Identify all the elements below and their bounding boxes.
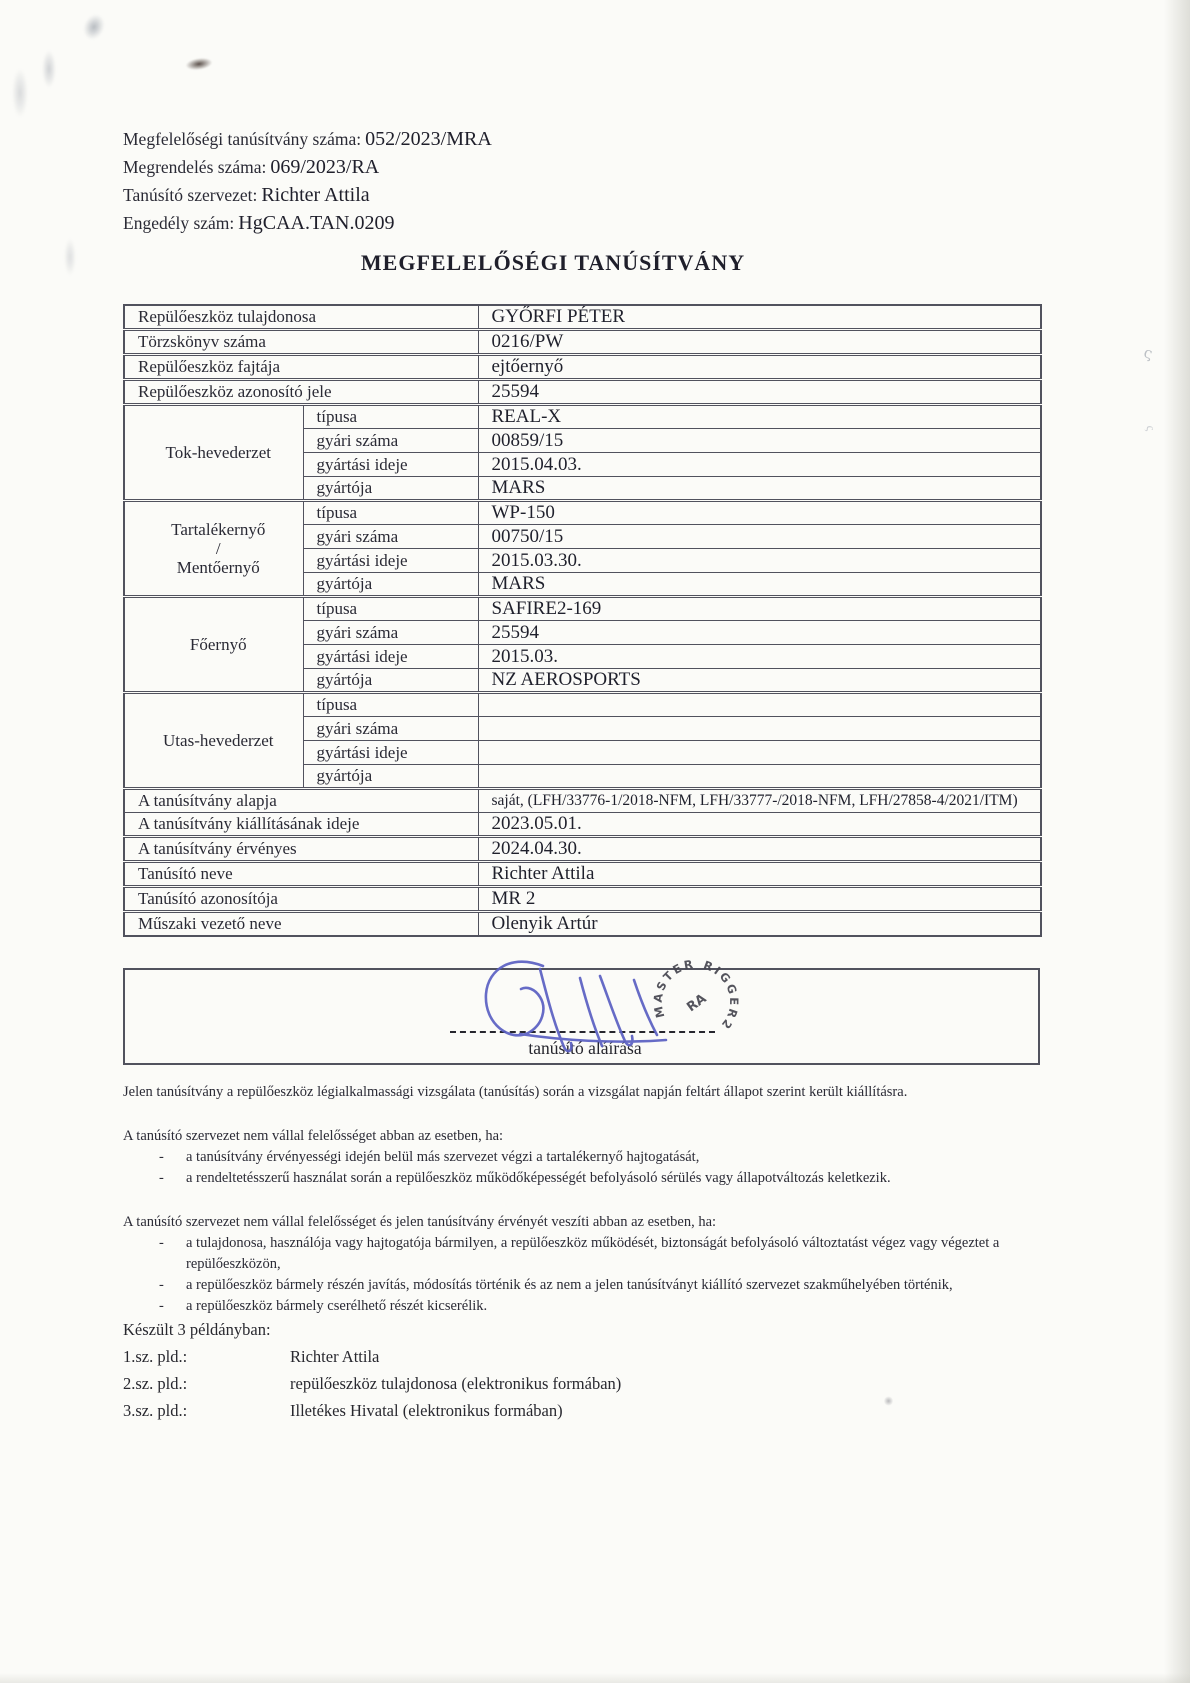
copy-line bbox=[123, 1397, 621, 1424]
list-item bbox=[123, 1233, 1075, 1275]
stamp-center-text: RA bbox=[684, 991, 710, 1016]
certificate-number-line bbox=[123, 126, 492, 154]
certificate-table bbox=[123, 304, 1042, 937]
list-item-text: a tanúsítvány érvényességi idején belül más szervezet végzi a tartalékernyő hajtogatását, bbox=[186, 1149, 700, 1165]
table-row bbox=[124, 837, 1041, 862]
copies-heading: Készült 3 példányban: bbox=[123, 1320, 271, 1339]
list-item-text: a repülőeszköz bármely részén javítás, módosítás történik és az nem a jelen tanúsítványt kiállító szervezet szakműhelyében történik, bbox=[186, 1277, 953, 1293]
permit-number-line bbox=[123, 210, 492, 238]
sub-label: gyártási ideje bbox=[303, 645, 478, 669]
row-label: A tanúsítvány kiállításának ideje bbox=[124, 813, 478, 837]
row-value: Olenyik Artúr bbox=[478, 912, 1041, 937]
table-row bbox=[124, 330, 1041, 355]
disclaimer-1-heading: A tanúsító szervezet nem vállal felelősséget abban az esetben, ha: bbox=[123, 1128, 504, 1144]
table-row bbox=[124, 501, 1041, 525]
table-row bbox=[124, 813, 1041, 837]
group-name: Főernyő bbox=[124, 597, 303, 693]
bullet-dash: - bbox=[159, 1277, 164, 1293]
table-row bbox=[124, 789, 1041, 813]
scan-edge-shadow bbox=[0, 1673, 1190, 1683]
scan-edge-shadow bbox=[1164, 0, 1190, 1683]
list-item-text: a repülőeszköz bármely cserélhető részét kicserélik. bbox=[186, 1298, 488, 1314]
scan-pen-mark: ς bbox=[1143, 424, 1159, 432]
list-item bbox=[123, 1296, 1075, 1317]
copy-value: Richter Attila bbox=[290, 1347, 380, 1366]
row-value: 25594 bbox=[478, 621, 1041, 645]
row-value: MR 2 bbox=[478, 887, 1041, 912]
row-value: ejtőernyő bbox=[478, 355, 1041, 380]
sub-label: gyári száma bbox=[303, 525, 478, 549]
sub-label: gyártója bbox=[303, 669, 478, 693]
row-value: 00750/15 bbox=[478, 525, 1041, 549]
sub-label: gyári száma bbox=[303, 429, 478, 453]
sub-label: gyártója bbox=[303, 765, 478, 789]
row-value: MARS bbox=[478, 477, 1041, 501]
order-number-value: 069/2023/RA bbox=[270, 156, 380, 178]
sub-label: gyártója bbox=[303, 573, 478, 597]
table-row bbox=[124, 912, 1041, 937]
sub-label: típusa bbox=[303, 597, 478, 621]
row-value: REAL-X bbox=[478, 405, 1041, 429]
row-label: Repülőeszköz tulajdonosa bbox=[124, 305, 478, 330]
row-label: Repülőeszköz azonosító jele bbox=[124, 380, 478, 405]
scan-smudge bbox=[12, 68, 28, 118]
certifier-org-line bbox=[123, 182, 492, 210]
list-item bbox=[123, 1147, 1075, 1168]
group-name: Tok-hevederzet bbox=[124, 405, 303, 501]
row-label: A tanúsítvány érvényes bbox=[124, 837, 478, 862]
page-title: MEGFELELŐSÉGI TANÚSÍTVÁNY bbox=[360, 250, 746, 275]
row-value: SAFIRE2-169 bbox=[478, 597, 1041, 621]
scan-pen-mark: ς bbox=[1142, 343, 1155, 363]
scan-smudge bbox=[42, 50, 56, 88]
row-value: 25594 bbox=[478, 380, 1041, 405]
row-label: A tanúsítvány alapja bbox=[124, 789, 478, 813]
list-item bbox=[123, 1168, 1075, 1189]
list-item-text: a rendeltetésszerű használat során a repülőeszköz működőképességét befolyásoló sérülés vagy állapotváltozás keletkezik. bbox=[186, 1170, 891, 1186]
copies-section bbox=[123, 1316, 621, 1424]
row-value: 2015.03. bbox=[478, 645, 1041, 669]
row-value: WP-150 bbox=[478, 501, 1041, 525]
row-label: Műszaki vezető neve bbox=[124, 912, 478, 937]
disclaimer-2-heading: A tanúsító szervezet nem vállal felelősséget és jelen tanúsítvány érvényét veszíti abban az esetben, ha: bbox=[123, 1214, 717, 1230]
copy-label: 3.sz. pld.: bbox=[123, 1401, 188, 1420]
row-value: MARS bbox=[478, 573, 1041, 597]
sub-label: gyártási ideje bbox=[303, 741, 478, 765]
copy-value: Illetékes Hivatal (elektronikus formában) bbox=[290, 1401, 563, 1420]
sub-label: típusa bbox=[303, 405, 478, 429]
row-label: Törzskönyv száma bbox=[124, 330, 478, 355]
order-number-line bbox=[123, 154, 492, 182]
permit-number-label: Engedély szám: bbox=[123, 213, 235, 233]
table-row bbox=[124, 887, 1041, 912]
permit-number-value: HgCAA.TAN.0209 bbox=[238, 212, 395, 234]
table-row bbox=[124, 405, 1041, 429]
sub-label: gyártási ideje bbox=[303, 453, 478, 477]
row-label: Repülőeszköz fajtája bbox=[124, 355, 478, 380]
signature-caption: tanúsító aláírása bbox=[528, 1038, 642, 1058]
certifier-org-value: Richter Attila bbox=[261, 184, 370, 206]
row-value: 2024.04.30. bbox=[478, 837, 1041, 862]
bullet-dash: - bbox=[159, 1298, 164, 1314]
copy-label: 2.sz. pld.: bbox=[123, 1374, 188, 1393]
copy-label: 1.sz. pld.: bbox=[123, 1347, 188, 1366]
row-label: Tanúsító neve bbox=[124, 862, 478, 887]
group-name bbox=[124, 501, 303, 597]
copy-line bbox=[123, 1343, 621, 1370]
row-value bbox=[478, 741, 1041, 765]
row-value bbox=[478, 717, 1041, 741]
bullet-dash: - bbox=[159, 1170, 164, 1186]
notes-section bbox=[123, 1082, 1075, 1317]
row-label: Tanúsító azonosítója bbox=[124, 887, 478, 912]
certificate-number-value: 052/2023/MRA bbox=[365, 128, 492, 150]
sub-label: gyári száma bbox=[303, 717, 478, 741]
order-number-label: Megrendelés száma: bbox=[123, 157, 267, 177]
copy-value: repülőeszköz tulajdonosa (elektronikus formában) bbox=[290, 1374, 622, 1393]
row-value: 00859/15 bbox=[478, 429, 1041, 453]
group-name-line: Tartalékernyő bbox=[171, 520, 266, 539]
table-row bbox=[124, 305, 1041, 330]
row-value: saját, (LFH/33776-1/2018-NFM, LFH/33777-/2018-NFM, LFH/27858-4/2021/ITM) bbox=[478, 789, 1041, 813]
group-name: Utas-hevederzet bbox=[124, 693, 303, 789]
row-value: GYŐRFI PÉTER bbox=[478, 305, 1041, 330]
row-value: 0216/PW bbox=[478, 330, 1041, 355]
bullet-dash: - bbox=[159, 1235, 164, 1251]
table-row bbox=[124, 380, 1041, 405]
row-value: 2015.03.30. bbox=[478, 549, 1041, 573]
group-name-line: Mentőernyő bbox=[176, 558, 260, 577]
sub-label: gyári száma bbox=[303, 621, 478, 645]
list-item-text: a tulajdonosa, használója vagy hajtogatója bármilyen, a repülőeszköz működését, biztonságát befolyásoló változtatást végez vagy végeztet a repülőeszközön, bbox=[186, 1235, 1000, 1272]
certifier-org-label: Tanúsító szervezet: bbox=[123, 185, 258, 205]
row-value bbox=[478, 693, 1041, 717]
bullet-dash: - bbox=[159, 1149, 164, 1165]
copy-line bbox=[123, 1370, 621, 1397]
sub-label: gyártási ideje bbox=[303, 549, 478, 573]
issuance-note: Jelen tanúsítvány a repülőeszköz légialkalmassági vizsgálata (tanúsítás) során a vizsgálat napján feltárt állapot szerint került kiállításra. bbox=[123, 1084, 908, 1100]
scan-dot bbox=[884, 1396, 893, 1406]
row-value: 2015.04.03. bbox=[478, 453, 1041, 477]
table-row bbox=[124, 597, 1041, 621]
document-header bbox=[123, 126, 492, 238]
table-row bbox=[124, 862, 1041, 887]
sub-label: típusa bbox=[303, 693, 478, 717]
table-row bbox=[124, 693, 1041, 717]
stamp-arc-text: MASTER RIGGER2 bbox=[650, 956, 742, 1034]
list-item bbox=[123, 1275, 1075, 1296]
row-value: NZ AEROSPORTS bbox=[478, 669, 1041, 693]
row-value: Richter Attila bbox=[478, 862, 1041, 887]
row-value bbox=[478, 765, 1041, 789]
group-name-line: / bbox=[215, 539, 221, 558]
certificate-number-label: Megfelelőségi tanúsítvány száma: bbox=[123, 129, 362, 149]
row-value: 2023.05.01. bbox=[478, 813, 1041, 837]
table-row bbox=[124, 355, 1041, 380]
scan-smudge bbox=[64, 238, 76, 276]
scan-smudge bbox=[80, 11, 109, 43]
sub-label: gyártója bbox=[303, 477, 478, 501]
sub-label: típusa bbox=[303, 501, 478, 525]
scan-ink-speck bbox=[184, 56, 213, 72]
